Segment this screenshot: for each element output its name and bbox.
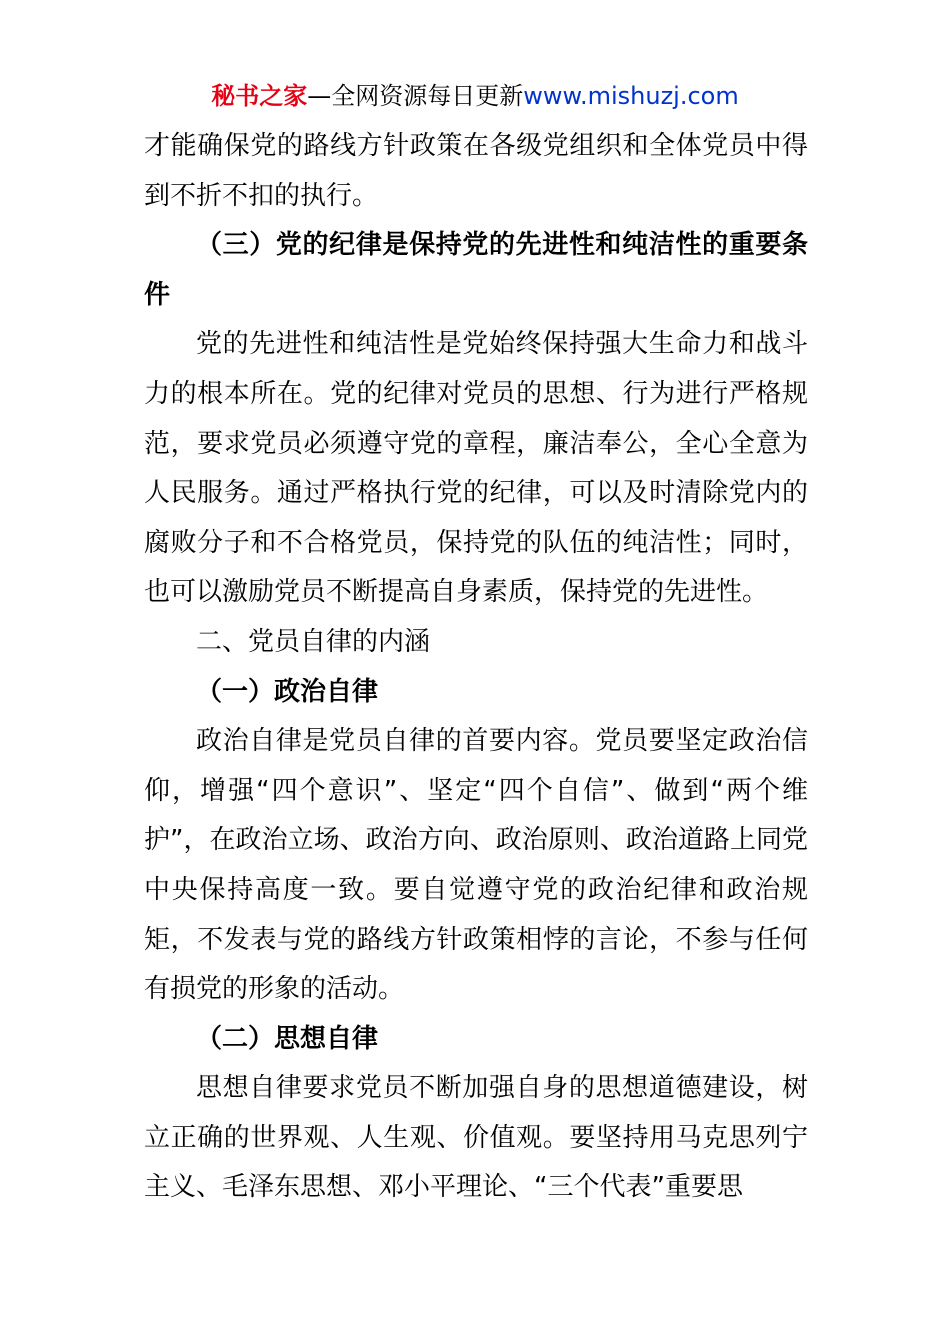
page-header (0, 78, 950, 114)
heading-political-discipline: （一）政治自律 (196, 676, 379, 707)
paragraph-continuation: 才能确保党的路线方针政策在各级党组织和全体党员中得到不折不扣的执行。 (144, 131, 808, 211)
site-tagline: —全网资源每日更新 (307, 82, 524, 110)
site-url-link[interactable]: www.mishuzj.com (523, 82, 739, 110)
heading-ideological-discipline: （二）思想自律 (196, 1023, 379, 1054)
paragraph-section-three: 党的先进性和纯洁性是党始终保持强大生命力和战斗力的根本所在。党的纪律对党员的思想、行为进行严格规范，要求党员必须遵守党的章程，廉洁奉公，全心全意为人民服务。通过严格执行党的纪律，可以及时清除党内的腐败分子和不合格党员，保持党的队伍的纯洁性；同时，也可以激励党员不断提高自身素质，保持党的先进性。 (144, 329, 808, 608)
document-body (144, 122, 808, 1213)
paragraph-political-discipline: 政治自律是党员自律的首要内容。党员要坚定政治信仰，增强“四个意识”、坚定“四个自信”、做到“两个维护”，在政治立场、政治方向、政治原则、政治道路上同党中央保持高度一致。要自觉遵守党的政治纪律和政治规矩，不发表与党的路线方针政策相悖的言论，不参与任何有损党的形象的活动。 (144, 726, 808, 1005)
heading-section-three: （三）党的纪律是保持党的先进性和纯洁性的重要条件 (144, 230, 808, 310)
site-brand: 秘书之家 (211, 82, 308, 110)
section-title-two: 二、党员自律的内涵 (196, 626, 431, 657)
paragraph-ideological-discipline: 思想自律要求党员不断加强自身的思想道德建设，树立正确的世界观、人生观、价值观。要坚持用马克思列宁主义、毛泽东思想、邓小平理论、“三个代表”重要思 (144, 1073, 808, 1203)
